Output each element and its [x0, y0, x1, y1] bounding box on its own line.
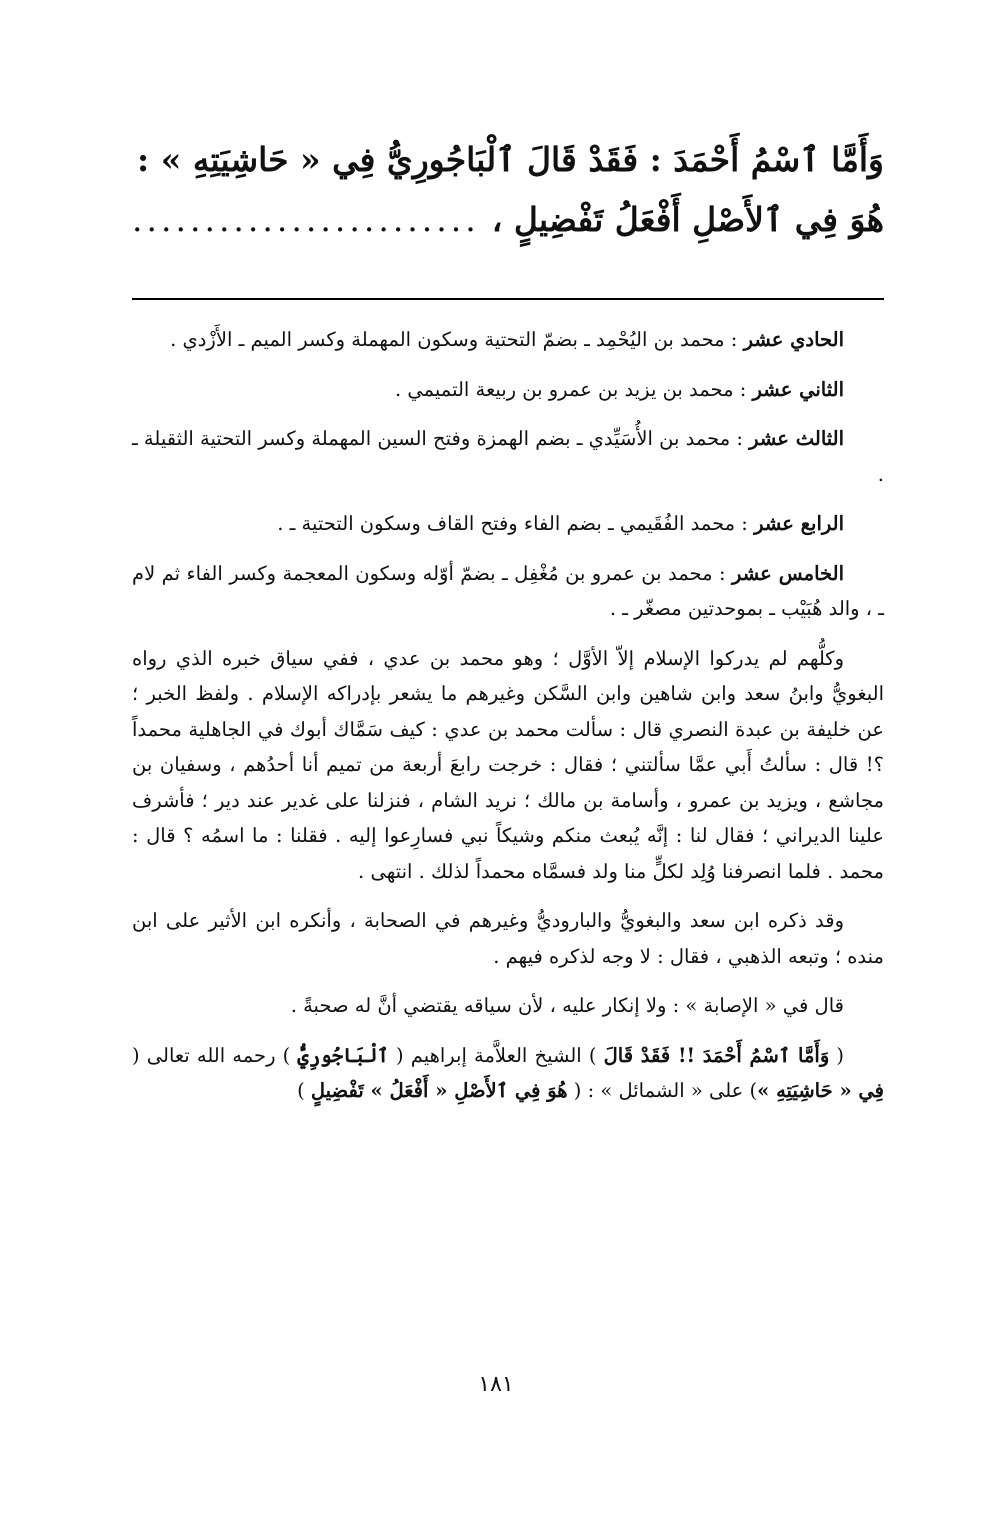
paragraph-bajuri — [132, 1038, 884, 1109]
text-run: ) الشيخ العلاَّمة إبراهيم ( — [388, 1043, 604, 1067]
verse-line-2 — [132, 190, 884, 250]
text-run: ) — [297, 1079, 311, 1102]
paragraph-isaba: قال في « الإصابة » : ولا إنكار عليه ، لأن سياقه يقتضي أنَّ له صحبةً . — [290, 994, 844, 1017]
verse-ellipsis: ........................ — [132, 200, 480, 239]
note-key: الرابع عشر — [754, 512, 844, 535]
note-text: : محمد بن اليُحْمِد ـ بضمّ التحتية وسكون المهملة وكسر الميم ـ الأَزْدي . — [170, 328, 744, 351]
note-text: : محمد بن الأُسَيِّدي ـ بضم الهمزة وفتح السين المهملة وكسر التحتية الثقيلة ـ . — [132, 427, 884, 486]
paragraph-companions: وقد ذكره ابن سعد والبغويُّ والباروديُّ وغيرهم في الصحابة ، وأنكره ابن الأثير على ابن منده ؛ وتبعه الذهبي ، فقال : لا وجه لذكره فيهم . — [132, 909, 884, 968]
note-key: الثالث عشر — [749, 427, 844, 450]
note-key: الخامس عشر — [731, 561, 844, 585]
text-run: ( — [829, 1043, 844, 1067]
verse-line-2-text: هُوَ فِي ٱلأَصْلِ أَفْعَلُ تَفْضِيلٍ ، — [491, 200, 884, 239]
quoted-matn: هُوَ فِي ٱلأَصْلِ « أَفْعَلُ » تَفْضِيلٍ — [310, 1079, 568, 1102]
note-item — [132, 322, 884, 358]
verse-line-1: وَأَمَّا ٱسْمُ أَحْمَدَ : فَقَدْ قَالَ ٱلْبَاجُورِيُّ فِي « حَاشِيَتِهِ » : — [137, 140, 884, 179]
note-key: الثاني عشر — [752, 377, 844, 401]
note-item — [132, 506, 884, 542]
note-item — [132, 372, 884, 408]
note-text: : محمد الفُقَيمي ـ بضم الفاء وفتح القاف وسكون التحتية ـ . — [277, 512, 755, 535]
page-number: ١٨١ — [478, 1372, 514, 1397]
commentary — [132, 322, 884, 1109]
paragraph-narration: وكلُّهم لم يدركوا الإسلام إلاّ الأوَّل ؛ وهو محمد بن عدي ، ففي سياق خبره الذي رواه البغويُّ وابنُ سعد وابن شاهين وابن السَّكن وغيرهم ما يشعر بإدراكه الإسلام . ولفظ الخبر ؛ عن خليفة بن عبدة النصري قال : سألت محمد بن عدي : كيف سَمَّاك أبوك في الجاهلية محمداً ؟! قال : سألتُ أَبي عمَّا سألتني ؛ فقال : خرجت رابعَ أربعة من تميم أنا أحدُهم ، وسفيان بن مجاشع ، ويزيد بن عمرو ، وأسامة بن مالك ؛ نريد الشام ، فنزلنا على غدير عند دير ؛ فأشرف علينا الديراني ؛ فقال لنا : إنَّه يُبعث منكم وشيكاً نبي فسارِعوا إليه . فقلنا : ما اسمُه ؟ قال : محمد . فلما انصرفنا وُلِد لكلٍّ منا ولد فسمَّاه محمداً لذلك . انتهى . — [132, 646, 884, 883]
quoted-matn: ٱلْبَاجُورِيُّ — [297, 1043, 389, 1067]
note-key: الحادي عشر — [743, 328, 844, 351]
note-item — [132, 421, 884, 492]
note-text: : محمد بن عمرو بن مُغْفِل ـ بضمّ أوّله وسكون المعجمة وكسر الفاء ثم لام ـ ، والد هُبَيْب ـ بموحدتين مصغّر ـ . — [132, 561, 884, 620]
footnote-divider — [132, 298, 884, 300]
note-item — [132, 556, 884, 627]
text-run: ) رحمه الله تعالى ( — [132, 1043, 298, 1067]
verse-block — [132, 130, 884, 250]
quoted-matn: فِي « حَاشِيَتِهِ » — [757, 1079, 884, 1102]
page-content — [132, 130, 884, 1430]
text-run: ) على « الشمائل » : ( — [567, 1079, 758, 1102]
quoted-matn: وَأَمَّا ٱسْمُ أَحْمَدَ !! فَقَدْ قَالَ — [603, 1043, 830, 1067]
note-text: : محمد بن يزيد بن عمرو بن ربيعة التميمي . — [394, 377, 753, 401]
